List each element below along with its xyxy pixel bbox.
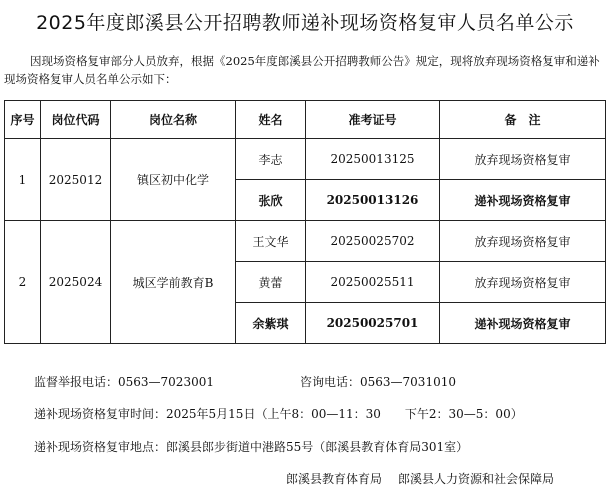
candidate-table [4, 100, 606, 344]
signature [286, 470, 570, 487]
header-remark: 备 注 [440, 101, 606, 139]
candidate-name: 余紫琪 [236, 303, 306, 344]
candidate-remark: 递补现场资格复审 [440, 303, 606, 344]
signature-education-bureau: 郎溪县教育体育局 [286, 472, 383, 486]
candidate-remark: 放弃现场资格复审 [440, 221, 606, 262]
group-index: 2 [5, 221, 41, 344]
candidate-name: 李志 [236, 139, 306, 180]
group-position: 城区学前教育B [111, 221, 236, 344]
candidate-name: 张欣 [236, 180, 306, 221]
candidate-exam-no: 20250025511 [306, 262, 440, 303]
candidate-exam-no: 20250025702 [306, 221, 440, 262]
signature-hr-bureau: 郎溪县人力资源和社会保障局 [398, 472, 555, 486]
table-header-row [5, 101, 606, 139]
candidate-exam-no: 20250025701 [306, 303, 440, 344]
candidate-name: 黄蕾 [236, 262, 306, 303]
table-row [5, 139, 606, 180]
candidate-remark: 递补现场资格复审 [440, 180, 606, 221]
review-time: 递补现场资格复审时间：2025年5月15日（上午8：00—11：30 下午2：30—5：00） [34, 407, 523, 421]
header-code: 岗位代码 [41, 101, 111, 139]
group-code: 2025024 [41, 221, 111, 344]
candidate-name: 王文华 [236, 221, 306, 262]
header-name: 姓名 [236, 101, 306, 139]
group-index: 1 [5, 139, 41, 221]
report-phone: 监督举报电话：0563—7023001 [34, 375, 214, 389]
candidate-exam-no: 20250013125 [306, 139, 440, 180]
candidate-remark: 放弃现场资格复审 [440, 262, 606, 303]
header-index: 序号 [5, 101, 41, 139]
candidate-remark: 放弃现场资格复审 [440, 139, 606, 180]
candidate-exam-no: 20250013126 [306, 180, 440, 221]
group-code: 2025012 [41, 139, 111, 221]
review-place: 递补现场资格复审地点：郎溪县郎步街道中港路55号（郎溪县教育体育局301室） [34, 440, 469, 454]
group-position: 镇区初中化学 [111, 139, 236, 221]
header-exam-no: 准考证号 [306, 101, 440, 139]
intro-paragraph: 因现场资格复审部分人员放弃，根据《2025年度郎溪县公开招聘教师公告》规定，现将放弃现场资格复审和递补现场资格复审人员名单公示如下： [4, 54, 600, 86]
consult-phone: 咨询电话：0563—7031010 [300, 375, 456, 389]
header-position: 岗位名称 [111, 101, 236, 139]
page-title: 2025年度郎溪县公开招聘教师递补现场资格复审人员名单公示 [36, 12, 574, 34]
table-row [5, 221, 606, 262]
